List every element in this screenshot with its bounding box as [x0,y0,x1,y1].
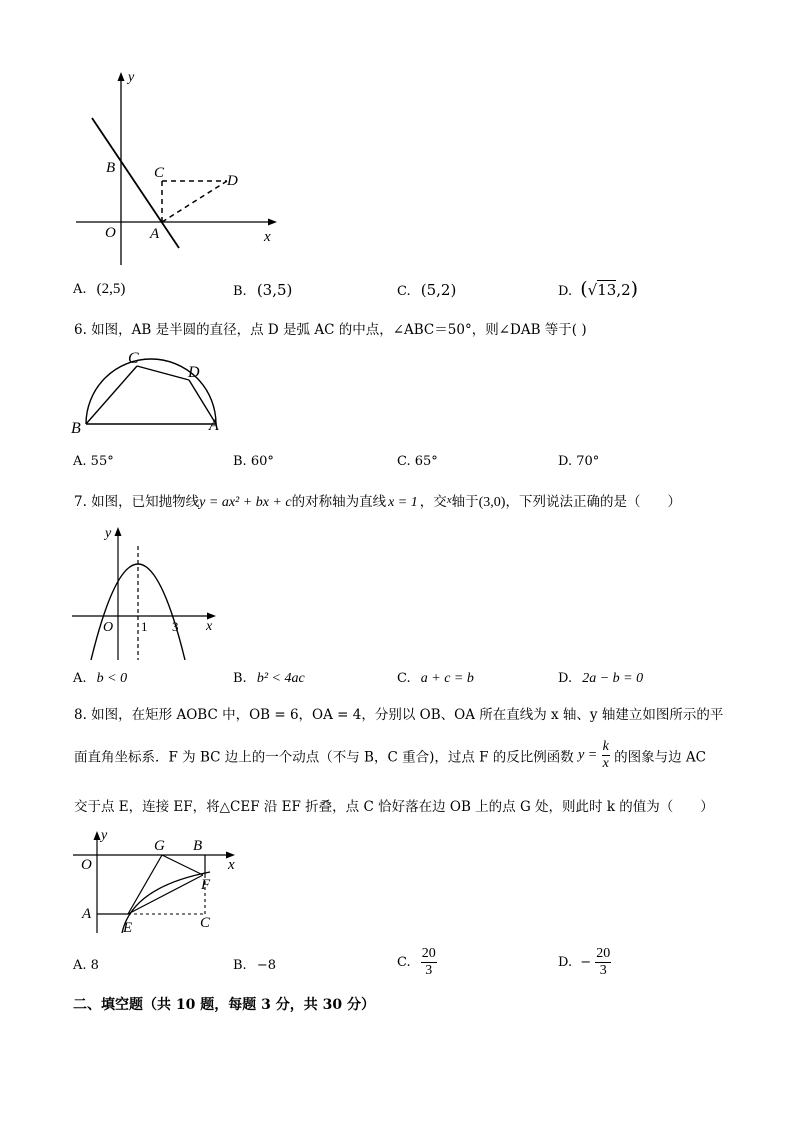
q7-option-c[interactable] [397,671,474,687]
q8-label-y: y [101,828,108,843]
sqrt-icon: √ [587,281,598,299]
q7-text-part4: 轴于 [451,494,479,510]
q5-option-d-sqrt: 13 [597,281,617,299]
q7-label-3: 3 [172,619,179,634]
q6-option-b-value: 60° [250,454,274,469]
q8-label-b: B [193,838,203,854]
q7-label-y: y [105,526,112,541]
q6-option-a-value: 55° [90,454,114,469]
q8-line2-y: y = [578,747,598,763]
q7-option-c-letter: C. [397,671,411,686]
q7-xvar: x [446,494,452,506]
q8-figure [70,825,250,940]
q7-option-d-letter: D. [558,671,573,686]
q6-option-a-letter: A. [73,454,87,469]
q6-figure [68,345,228,437]
q5-option-b-value: (3,5) [256,281,293,299]
q7-option-a-value: b < 0 [96,671,128,686]
q8-option-c-den: 3 [425,963,433,978]
q5-option-b[interactable] [233,281,292,299]
q8-option-d[interactable] [558,947,611,978]
q5-y-arrow [118,72,125,81]
q6-option-a[interactable] [73,454,114,469]
q7-option-a-letter: A. [73,671,87,686]
q8-label-f: F [201,877,211,893]
q8-option-c-num: 20 [421,946,436,961]
q8-option-a-letter: A. [73,958,87,973]
q8-option-a-value: 8 [90,958,99,973]
q7-point: (3,0) [478,495,506,510]
q7-label-o: O [103,620,114,635]
q8-option-d-letter: D. [558,955,573,970]
q7-option-b[interactable] [233,671,305,687]
q7-option-c-value: a + c = b [420,671,474,686]
q7-option-b-letter: B. [233,671,247,686]
q5-option-a-letter: A. [73,282,87,297]
q5-label-y: y [128,70,135,85]
q6-option-c[interactable] [397,454,438,469]
q7-option-a[interactable] [73,671,127,687]
q5-option-d-letter: D. [558,284,573,299]
q7-text [74,490,681,511]
q7-figure [66,520,226,665]
q8-line2 [74,740,706,780]
q6-label-d: D [188,364,200,381]
q8-option-c-letter: C. [397,955,411,970]
q7-option-d-value: 2a − b = 0 [582,671,644,686]
q5-dash-ad [162,181,227,222]
q6-label-c: C [128,350,139,367]
q5-option-c[interactable] [397,281,456,299]
q5-option-d[interactable]: D. (√13,2) [558,278,639,300]
q8-option-c[interactable] [397,947,437,978]
q5-option-a[interactable] [73,281,125,298]
q6-chord-bc [86,366,137,424]
q8-label-e: E [123,920,133,936]
q7-text-part1: 7. 如图，已知抛物线 [74,494,200,510]
q5-label-c: C [154,165,165,181]
q8-k-over-x-fraction [602,740,610,771]
q8-option-b-letter: B. [233,958,247,973]
q6-option-d-letter: D. [558,454,573,469]
q5-option-b-letter: B. [233,284,247,299]
q5-x-arrow [268,219,277,226]
q8-option-b-value: −8 [256,958,276,973]
q5-option-c-value: (5,2) [420,281,457,299]
q8-label-o: O [81,857,92,873]
q5-label-a: A [150,226,160,242]
q5-label-b: B [106,160,116,176]
q6-option-b-letter: B. [233,454,247,469]
q8-fraction-x: x [602,756,609,771]
q8-option-d-sign: − [580,955,592,970]
q8-segment-gf [162,855,203,875]
q8-label-a: A [82,906,92,922]
q8-option-d-den: 3 [599,963,607,978]
q6-option-b[interactable] [233,454,274,469]
q7-label-x: x [206,619,213,634]
q5-figure [70,65,285,275]
q8-label-x: x [228,857,235,873]
q8-option-b[interactable] [233,958,276,973]
q8-label-g: G [154,838,165,854]
q8-line3: 交于点 E，连接 EF，将△CEF 沿 EF 折叠，点 C 恰好落在边 OB 上的点 G 处，则此时 k 的值为（ ） [74,799,714,815]
q5-label-d: D [227,173,238,189]
q7-label-1: 1 [141,619,148,634]
q8-option-a[interactable] [73,958,99,973]
q8-option-d-num: 20 [596,946,611,961]
q5-label-x: x [264,229,271,245]
q7-option-d[interactable] [558,671,643,687]
q7-text-part3: ，交 [419,494,447,510]
q7-y-arrow [115,527,122,536]
q5-option-c-letter: C. [397,284,411,299]
q7-option-b-value: b² < 4ac [256,671,305,686]
q7-axis: x = 1 [388,495,418,510]
q8-fraction-k: k [602,739,609,754]
q8-line2-a: 面直角坐标系．F 为 BC 边上的一个动点（不与 B，C 重合)，过点 F 的反比例函数 [74,749,574,766]
q6-option-c-value: 65° [414,454,438,469]
q8-line2-b: 的图象与边 AC [614,749,706,766]
q5-option-d-rest: ,2 [616,281,631,299]
q6-label-a: A [209,417,219,434]
q5-label-o: O [105,225,116,241]
q8-label-c: C [200,915,211,931]
q7-text-part5: ，下列说法正确的是（ ） [505,494,681,510]
q6-option-d-value: 70° [576,454,600,469]
q5-option-a-value: (2,5) [96,281,126,297]
q6-option-c-letter: C. [397,454,411,469]
q8-y-arrow [94,831,101,840]
q7-formula: y = ax² + bx + c [199,495,292,510]
q6-text: 6. 如图，AB 是半圆的直径，点 D 是弧 AC 的中点，∠ABC＝50°，则∠DAB 等于( ) [74,322,587,338]
section-title: 二、填空题（共 10 题，每题 3 分，共 30 分） [73,997,375,1013]
q7-text-part2: 的对称轴为直线 [291,494,387,510]
q6-label-b: B [71,420,81,437]
q6-chord-cd [137,366,189,380]
q6-option-d[interactable] [558,454,599,469]
q8-line1: 8. 如图，在矩形 AOBC 中，OB = 6，OA = 4，分别以 OB、OA 所在直线为 x 轴、y 轴建立如图所示的平 [74,707,724,723]
q8-option-d-fraction [595,947,611,978]
q8-option-c-fraction [421,947,437,978]
